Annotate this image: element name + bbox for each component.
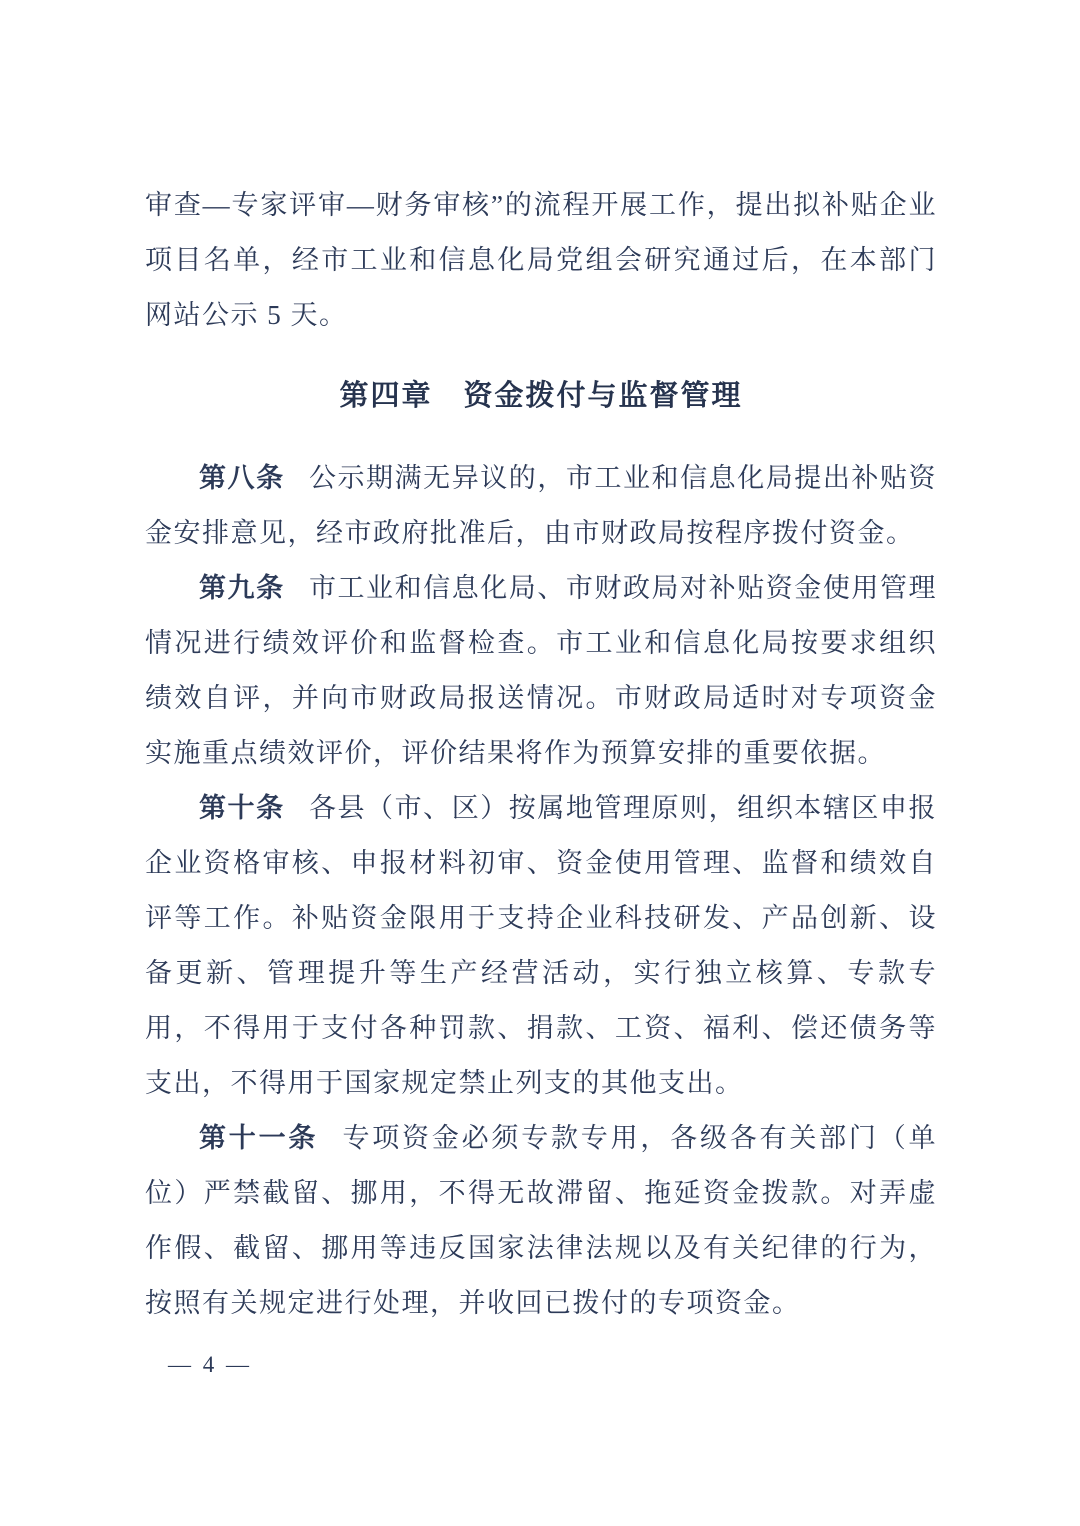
article-label: 第八条 (199, 463, 285, 493)
article-paragraph (145, 781, 937, 1111)
document-content (145, 178, 937, 1331)
article-text: 市工业和信息化局、市财政局对补贴资金使用管理情况进行绩效评价和监督检查。市工业和信息化局按要求组织绩效自评，并向市财政局报送情况。市财政局适时对专项资金实施重点绩效评价，评价结果将作为预算安排的重要依据。 (145, 573, 938, 768)
article-label: 第九条 (199, 573, 285, 603)
article-label: 第十条 (199, 793, 285, 823)
paragraph-continuation: 审查—专家评审—财务审核”的流程开展工作，提出拟补贴企业项目名单，经市工业和信息化局党组会研究通过后，在本部门网站公示 5 天。 (145, 190, 937, 330)
page-footer (168, 1352, 252, 1378)
article-paragraph (145, 451, 937, 561)
page-number: — 4 — (168, 1352, 252, 1377)
article-label: 第十一条 (199, 1123, 319, 1153)
article-text: 各县（市、区）按属地管理原则，组织本辖区申报企业资格审核、申报材料初审、资金使用管理、监督和绩效自评等工作。补贴资金限用于支持企业科技研发、产品创新、设备更新、管理提升等生产经营活动，实行独立核算、专款专用，不得用于支付各种罚款、捐款、工资、福利、偿还债务等支出，不得用于国家规定禁止列支的其他支出。 (145, 793, 938, 1098)
article-paragraph (145, 1111, 937, 1331)
article-text: 专项资金必须专款专用，各级各有关部门（单位）严禁截留、挪用，不得无故滞留、拖延资金拨款。对弄虚作假、截留、挪用等违反国家法律法规以及有关纪律的行为，按照有关规定进行处理，并收回已拨付的专项资金。 (145, 1123, 938, 1318)
article-text: 公示期满无异议的，市工业和信息化局提出补贴资金安排意见，经市政府批准后，由市财政局按程序拨付资金。 (145, 463, 938, 548)
chapter-heading: 第四章 资金拨付与监督管理 (339, 380, 743, 412)
article-paragraph (145, 561, 937, 781)
